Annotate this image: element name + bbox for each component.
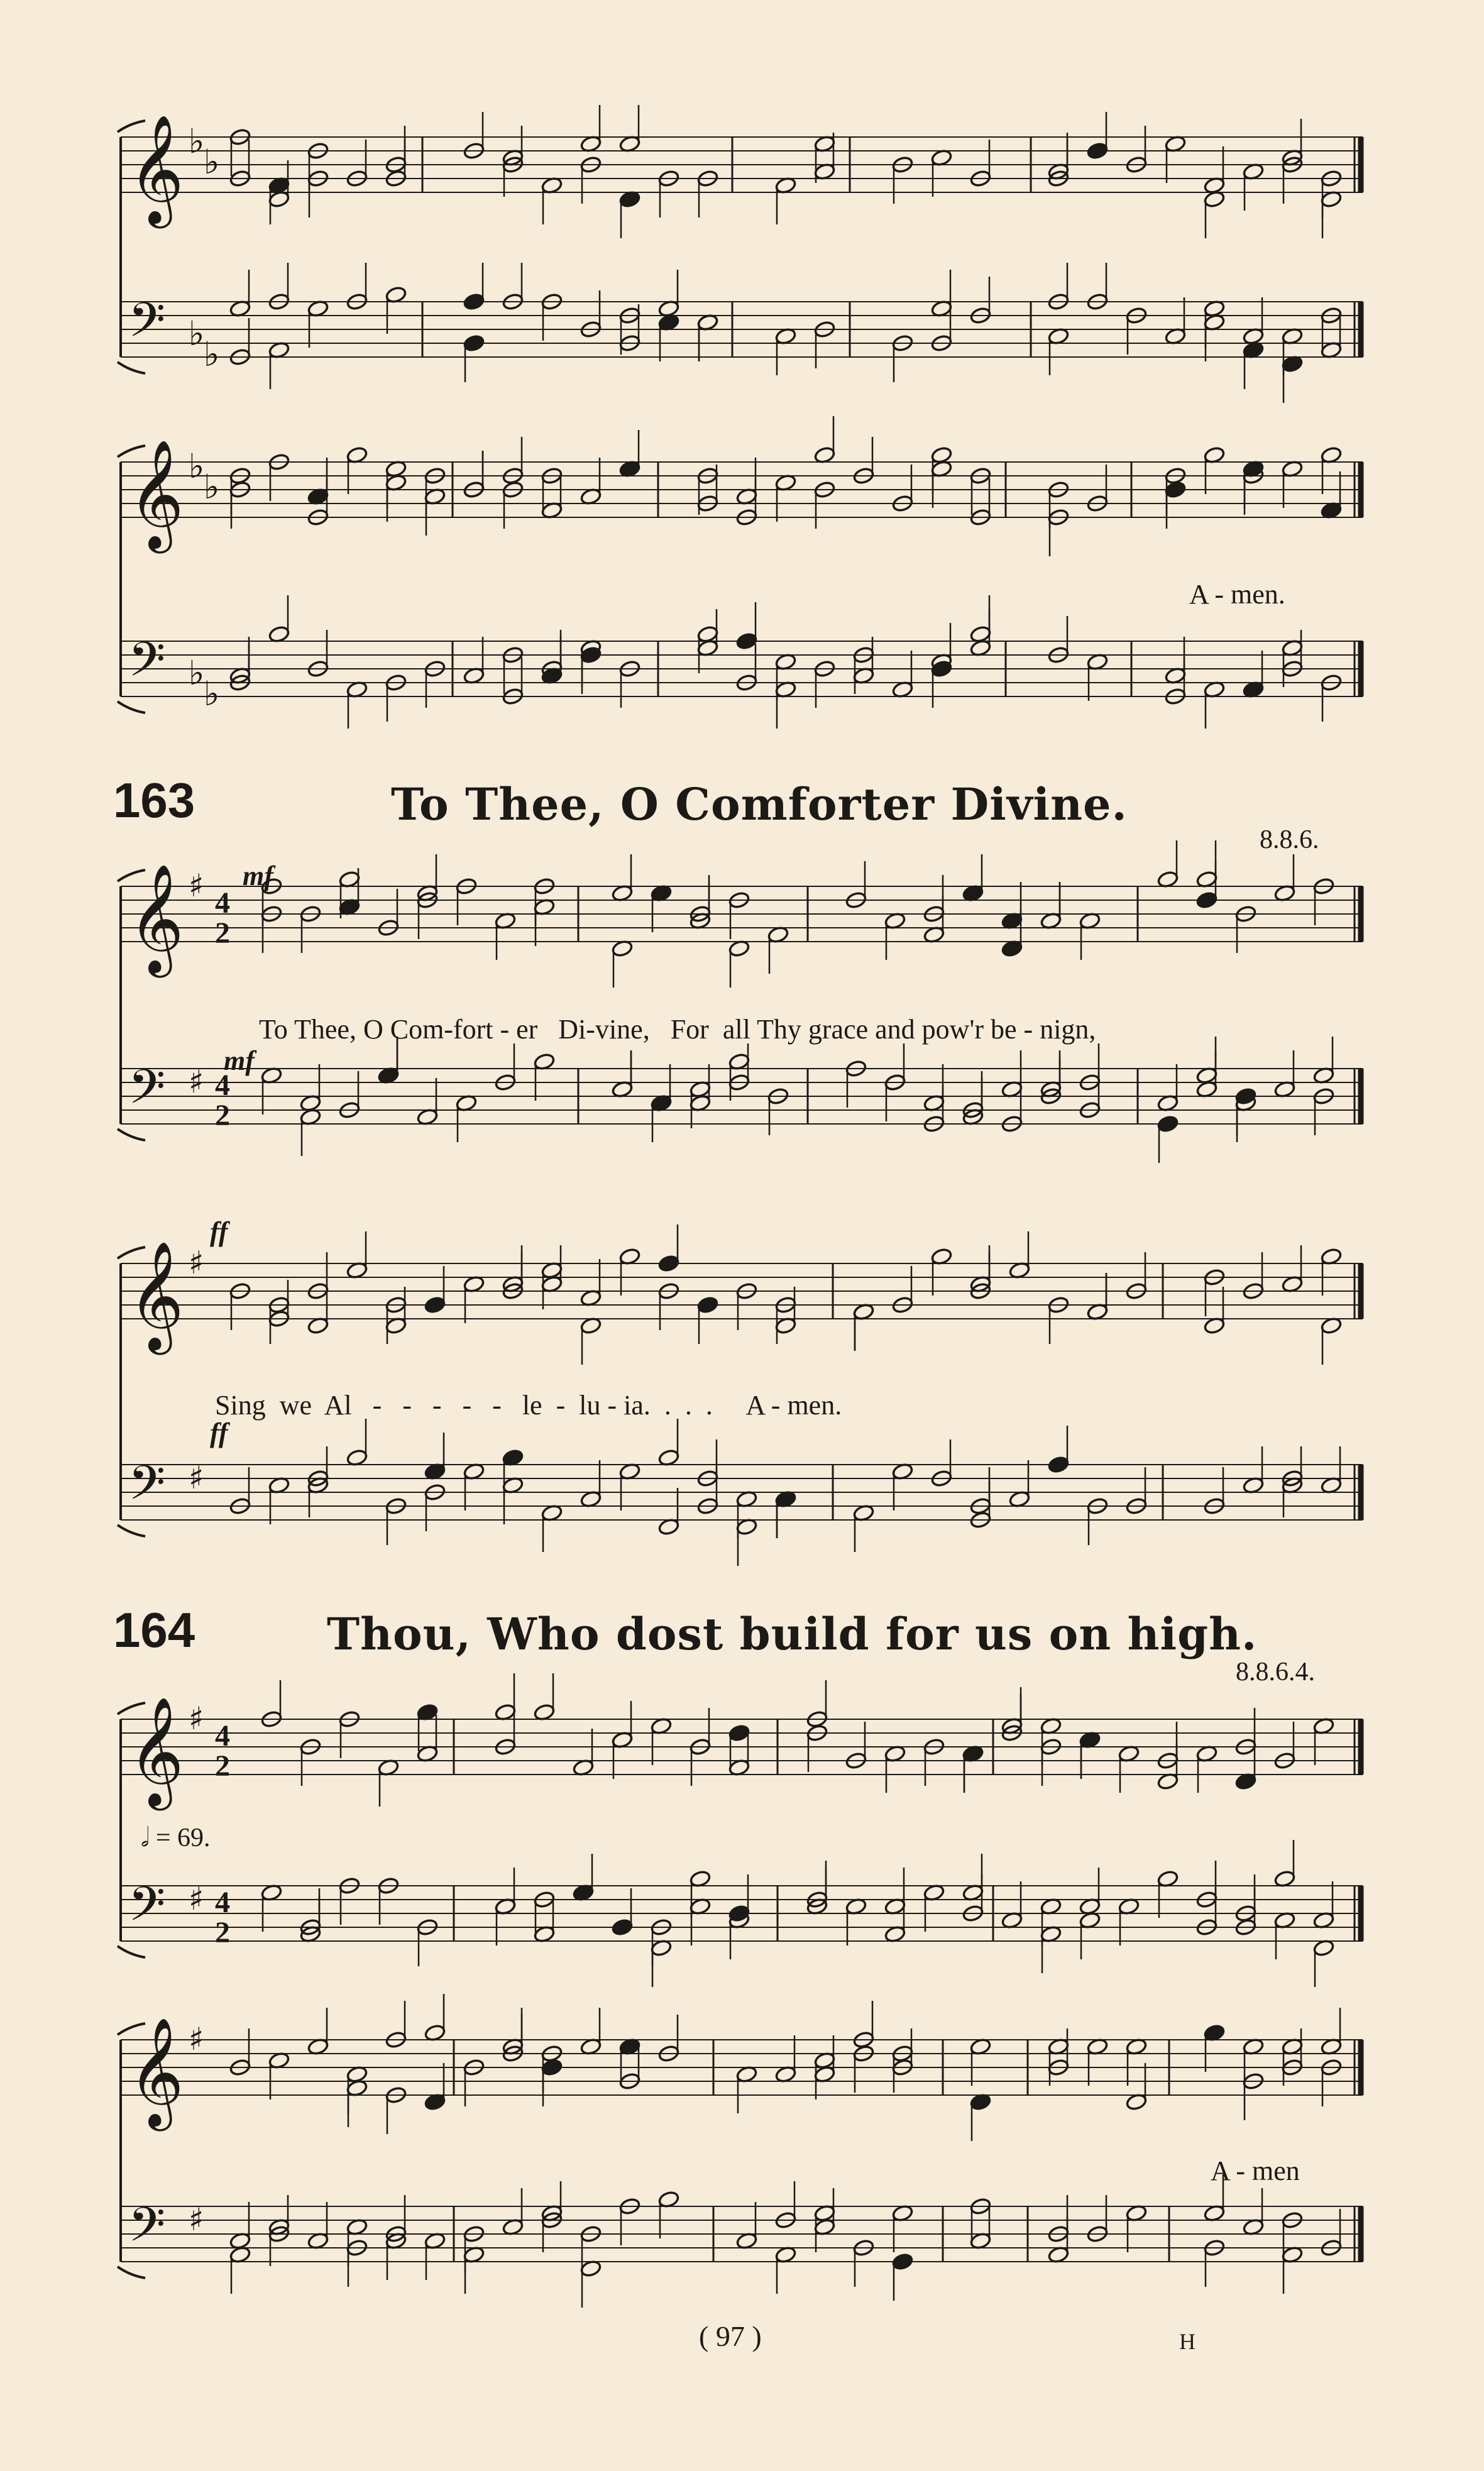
note-head: [1086, 141, 1108, 160]
hymn-number-164: 164: [113, 1602, 195, 1658]
flat-icon: ♭: [189, 446, 205, 486]
system-bracket-bottom: [118, 1525, 145, 1536]
system-bracket-bottom: [118, 702, 145, 713]
signature-mark: H: [1179, 2329, 1195, 2354]
flat-icon: ♭: [189, 314, 205, 353]
note-head: [463, 334, 485, 352]
note-head: [1047, 1455, 1069, 1473]
lyric-line-163-2: Sing we Al - - - - - le - lu - ia. . . . A - men.: [215, 1390, 842, 1421]
note-head: [463, 292, 485, 311]
time-signature-bottom: 2: [215, 1099, 230, 1132]
treble-clef-icon: 𝄞: [128, 864, 184, 973]
sharp-icon: ♯: [189, 867, 204, 904]
flat-icon: ♭: [204, 334, 220, 374]
page-number: ( 97 ): [699, 2320, 762, 2352]
amen-lyric-162: A - men.: [1189, 579, 1285, 610]
time-signature-top: 4: [215, 886, 230, 920]
note-head: [657, 1254, 679, 1272]
note-head: [728, 1724, 750, 1742]
bass-clef-icon: 𝄢: [128, 292, 166, 360]
flat-icon: ♭: [204, 142, 220, 182]
time-signature-bottom: 2: [215, 1749, 230, 1783]
bass-clef-icon: 𝄢: [128, 2197, 166, 2264]
system-bracket-bottom: [118, 362, 145, 373]
note-head: [611, 1918, 633, 1936]
dynamic-mf-bass-163: mf: [224, 1045, 255, 1076]
hymn-meter-164: 8.8.6.4.: [1236, 1658, 1315, 1687]
flat-icon: ♭: [204, 674, 220, 713]
system-bracket-bottom: [118, 2267, 145, 2278]
system-bracket-bottom: [118, 1129, 145, 1140]
time-signature-top: 4: [215, 1886, 230, 1919]
flat-icon: ♭: [189, 653, 205, 693]
bass-clef-icon: 𝄢: [128, 1876, 166, 1944]
hymn-title-163: To Thee, O Comforter Divine.: [391, 778, 1128, 830]
flat-icon: ♭: [204, 467, 220, 507]
time-signature-top: 4: [215, 1719, 230, 1753]
sharp-icon: ♯: [189, 1245, 204, 1281]
system-bracket-bottom: [118, 1946, 145, 1957]
treble-clef-icon: 𝄞: [128, 2017, 184, 2127]
note-head: [696, 1296, 718, 1314]
hymn-number-163: 163: [113, 773, 195, 828]
time-signature-bottom: 2: [215, 1916, 230, 1949]
dynamic-ff-bass-163: ff: [210, 1417, 228, 1448]
bass-clef-icon: 𝄢: [128, 1059, 166, 1126]
time-signature-top: 4: [215, 1069, 230, 1102]
hymn-title-164: Thou, Who dost build for us on high.: [327, 1608, 1258, 1660]
bass-clef-icon: 𝄢: [128, 632, 166, 699]
note-head: [1195, 891, 1217, 909]
dynamic-ff-treble-163: ff: [210, 1216, 228, 1247]
note-head: [1157, 1114, 1179, 1133]
sharp-icon: ♯: [189, 1460, 204, 1496]
amen-lyric-164: A - men: [1211, 2155, 1300, 2186]
time-signature-bottom: 2: [215, 916, 230, 950]
sharp-icon: ♯: [189, 1064, 204, 1100]
lyric-line-163-1: To Thee, O Com-fort - er Di-vine, For all Thy grace and pow'r be - nign,: [259, 1014, 1096, 1045]
note-head: [424, 1296, 446, 1314]
sharp-icon: ♯: [189, 2021, 204, 2057]
hymn-meter-163: 8.8.6.: [1260, 825, 1319, 854]
note-head: [891, 2252, 913, 2270]
sharp-icon: ♯: [189, 1881, 204, 1917]
sharp-icon: ♯: [189, 1700, 204, 1737]
flat-icon: ♭: [189, 121, 205, 161]
treble-clef-icon: 𝄞: [128, 1697, 184, 1806]
treble-clef-icon: 𝄞: [128, 439, 184, 549]
tempo-marking-164: 𝅗𝅥 = 69.: [141, 1824, 211, 1852]
sharp-icon: ♯: [189, 2201, 204, 2238]
bass-clef-icon: 𝄢: [128, 1455, 166, 1522]
dynamic-mf-treble-163: mf: [243, 861, 273, 891]
treble-clef-icon: 𝄞: [128, 1241, 184, 1350]
treble-clef-icon: 𝄞: [128, 114, 184, 224]
note-head: [735, 632, 757, 650]
